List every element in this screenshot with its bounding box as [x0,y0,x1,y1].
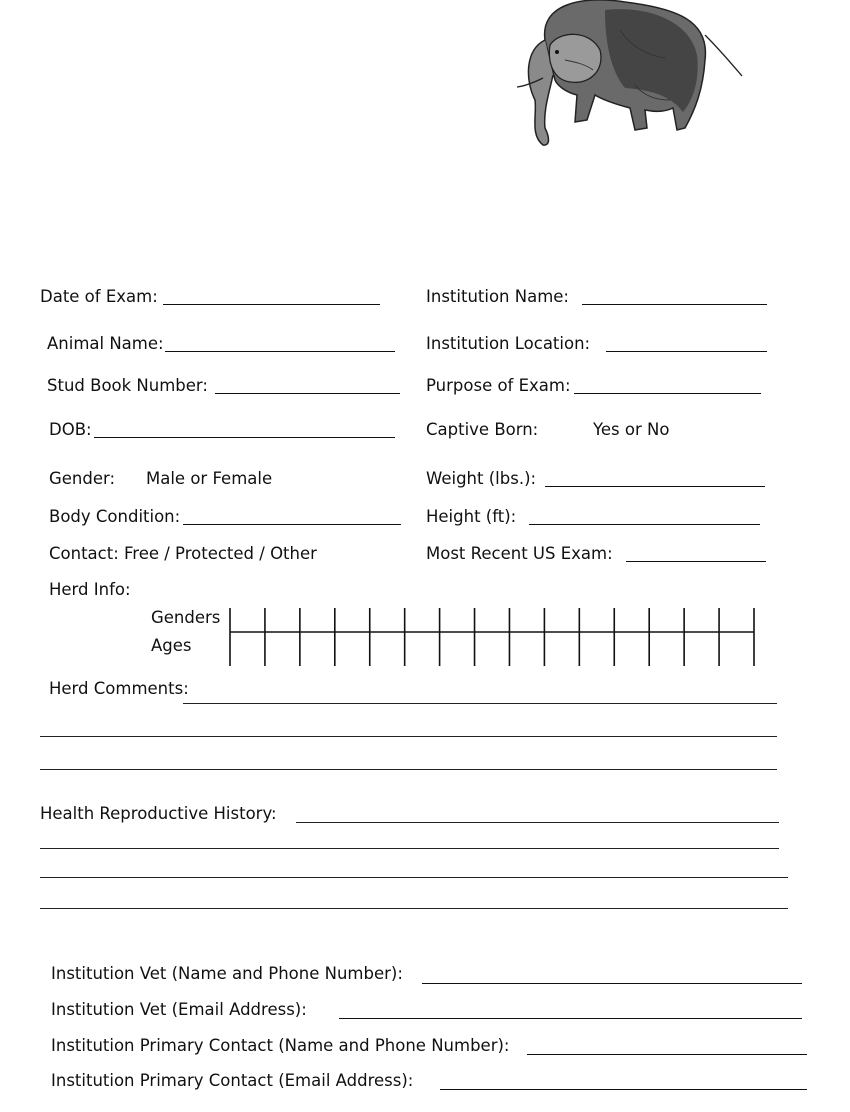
herd-comments-line[interactable] [40,736,777,737]
health-history-label: Health Reproductive History: [40,804,277,823]
height-label: Height (ft): [426,507,517,526]
health-history-line[interactable] [40,848,779,849]
date-of-exam-blank[interactable] [163,304,380,305]
body-condition-blank[interactable] [183,524,401,525]
weight-label: Weight (lbs.): [426,469,537,488]
herd-comments-line[interactable] [183,703,777,704]
animal-name-label: Animal Name: [47,334,164,353]
dob-label: DOB: [49,420,92,439]
vet-email-blank[interactable] [339,1018,802,1019]
primary-contact-email-label: Institution Primary Contact (Email Address): [51,1071,414,1090]
herd-row-label-ages: Ages [151,636,192,655]
gender-options[interactable]: Male or Female [146,469,273,488]
gender-label: Gender: [49,469,116,488]
purpose-of-exam-label: Purpose of Exam: [426,376,571,395]
health-history-line[interactable] [296,822,779,823]
herd-info-label: Herd Info: [49,580,131,599]
vet-name-phone-blank[interactable] [422,983,802,984]
contact-type[interactable]: Contact: Free / Protected / Other [49,544,317,563]
institution-name-label: Institution Name: [426,287,569,306]
body-condition-label: Body Condition: [49,507,181,526]
institution-name-blank[interactable] [582,304,767,305]
institution-location-blank[interactable] [606,351,767,352]
most-recent-us-exam-label: Most Recent US Exam: [426,544,613,563]
date-of-exam-label: Date of Exam: [40,287,158,306]
herd-comments-label: Herd Comments: [49,679,189,698]
primary-contact-name-phone-label: Institution Primary Contact (Name and Phone Number): [51,1036,510,1055]
most-recent-us-exam-blank[interactable] [626,561,766,562]
elephant-icon [505,0,750,150]
height-blank[interactable] [529,524,760,525]
vet-email-label: Institution Vet (Email Address): [51,1000,307,1019]
health-history-line[interactable] [40,908,788,909]
herd-info-grid[interactable] [228,608,758,668]
primary-contact-email-blank[interactable] [440,1089,807,1090]
primary-contact-name-phone-blank[interactable] [527,1054,807,1055]
dob-blank[interactable] [94,437,395,438]
stud-book-number-blank[interactable] [215,393,400,394]
institution-location-label: Institution Location: [426,334,591,353]
captive-born-label: Captive Born: [426,420,539,439]
stud-book-number-label: Stud Book Number: [47,376,208,395]
health-history-line[interactable] [40,877,788,878]
animal-name-blank[interactable] [165,351,395,352]
purpose-of-exam-blank[interactable] [574,393,761,394]
vet-name-phone-label: Institution Vet (Name and Phone Number): [51,964,403,983]
herd-comments-line[interactable] [40,769,777,770]
weight-blank[interactable] [545,486,765,487]
herd-row-label-genders: Genders [151,608,221,627]
captive-born-options[interactable]: Yes or No [593,420,670,439]
